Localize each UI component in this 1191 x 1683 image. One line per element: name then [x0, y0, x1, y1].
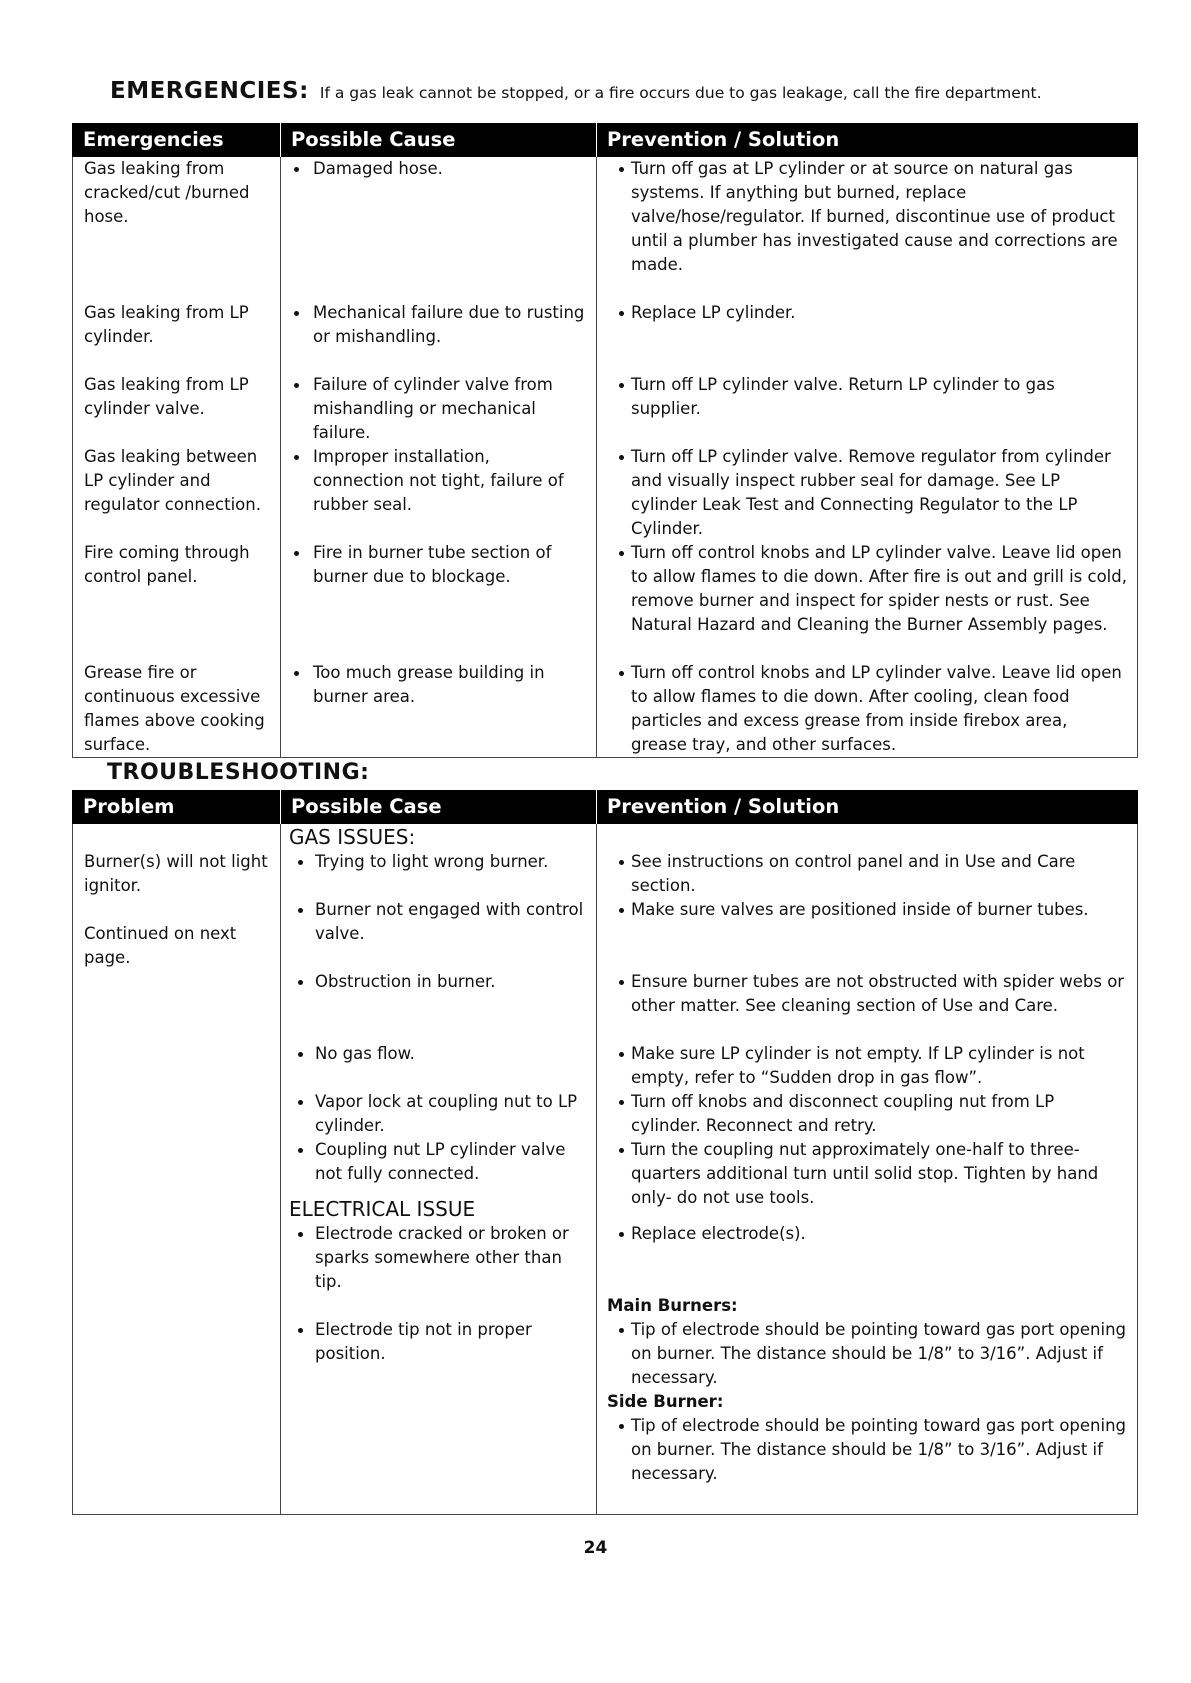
cause-item: Too much grease building in burner area.: [289, 661, 586, 709]
cause-item: Failure of cylinder valve from mishandling or mechanical failure.: [289, 373, 586, 445]
cause-item: No gas flow.: [289, 1042, 586, 1066]
main-burners-label: Main Burners:: [607, 1296, 738, 1315]
gas-issues-label: GAS ISSUES:: [289, 825, 416, 849]
table-row: [73, 661, 1138, 758]
solution-item: Turn off control knobs and LP cylinder valve. Leave lid open to allow flames to die down. After cooling, clean food particles and excess grease from inside firebox area, grease tray, and other surfaces.: [607, 661, 1127, 757]
cause-item: Electrode cracked or broken or sparks somewhere other than tip.: [289, 1222, 586, 1294]
solution-item: Make sure valves are positioned inside of burner tubes.: [607, 898, 1127, 922]
solution-item: Turn off LP cylinder valve. Remove regulator from cylinder and visually inspect rubber seal for damage. See LP cylinder Leak Test and Connecting Regulator to the LP Cylinder.: [607, 445, 1127, 541]
table-row: [73, 373, 1138, 445]
emergencies-table: [72, 123, 1138, 758]
cause-item: Mechanical failure due to rusting or mishandling.: [289, 301, 586, 349]
problem-text: Burner(s) will not light ignitor.: [84, 852, 268, 895]
header-possible-case: Possible Case: [281, 790, 597, 824]
header-emergencies: Emergencies: [73, 123, 281, 157]
emergency-cell: Gas leaking from LP cylinder valve.: [73, 373, 281, 445]
solution-item: Make sure LP cylinder is not empty. If LP cylinder is not empty, refer to “Sudden drop in gas flow”.: [607, 1042, 1127, 1090]
solution-item: Turn off control knobs and LP cylinder valve. Leave lid open to allow flames to die down. After fire is out and grill is cold, remove burner and inspect for spider nests or rust. See Natural Hazard and Cleaning the Burner Assembly pages.: [607, 541, 1127, 637]
emergencies-heading: [110, 78, 1042, 104]
table-row: [73, 824, 1138, 1515]
solution-item: Tip of electrode should be pointing toward gas port opening on burner. The distance should be 1/8” to 3/16”. Adjust if necessary.: [607, 1414, 1127, 1486]
solution-item: Turn off LP cylinder valve. Return LP cylinder to gas supplier.: [607, 373, 1127, 421]
emergency-cell: Gas leaking from cracked/cut /burned hose.: [73, 157, 281, 301]
header-prevention-solution: Prevention / Solution: [597, 790, 1138, 824]
table-row: [73, 445, 1138, 541]
troubleshooting-header-row: [73, 790, 1138, 824]
cause-item: Fire in burner tube section of burner due to blockage.: [289, 541, 586, 589]
solution-item: Replace LP cylinder.: [607, 301, 1127, 325]
emergencies-header-row: [73, 123, 1138, 157]
page-number: 24: [583, 1538, 608, 1558]
continued-note: Continued on next page.: [84, 924, 237, 967]
table-row: [73, 301, 1138, 373]
cause-item: Obstruction in burner.: [289, 970, 586, 994]
cause-item: Damaged hose.: [289, 157, 586, 181]
emergency-cell: Fire coming through control panel.: [73, 541, 281, 661]
cause-item: Trying to light wrong burner.: [289, 850, 586, 874]
table-row: [73, 157, 1138, 301]
header-problem: Problem: [73, 790, 281, 824]
table-row: [73, 541, 1138, 661]
side-burner-label: Side Burner:: [607, 1392, 724, 1411]
solution-item: Turn off gas at LP cylinder or at source on natural gas systems. If anything but burned, replace valve/hose/regulator. If burned, discontinue use of product until a plumber has investigated cause and corrections are made.: [607, 157, 1127, 277]
cause-item: Improper installation, connection not tight, failure of rubber seal.: [289, 445, 586, 517]
cause-item: Vapor lock at coupling nut to LP cylinder.: [289, 1090, 586, 1138]
troubleshooting-heading: TROUBLESHOOTING:: [107, 760, 370, 785]
emergency-cell: Gas leaking from LP cylinder.: [73, 301, 281, 373]
solution-item: Tip of electrode should be pointing toward gas port opening on burner. The distance should be 1/8” to 3/16”. Adjust if necessary.: [607, 1318, 1127, 1390]
solution-item: See instructions on control panel and in Use and Care section.: [607, 850, 1127, 898]
solution-item: Ensure burner tubes are not obstructed with spider webs or other matter. See cleaning section of Use and Care.: [607, 970, 1127, 1018]
cause-item: Electrode tip not in proper position.: [289, 1318, 586, 1366]
solution-item: Turn the coupling nut approximately one-half to three-quarters additional turn until solid stop. Tighten by hand only- do not use tools.: [607, 1138, 1127, 1210]
solution-item: Replace electrode(s).: [607, 1222, 1127, 1246]
emergencies-title: EMERGENCIES:: [110, 78, 309, 104]
emergency-cell: Grease fire or continuous excessive flames above cooking surface.: [73, 661, 281, 758]
header-prevention-solution: Prevention / Solution: [597, 123, 1138, 157]
header-possible-cause: Possible Cause: [281, 123, 597, 157]
troubleshooting-table: [72, 790, 1138, 1515]
emergencies-note: If a gas leak cannot be stopped, or a fire occurs due to gas leakage, call the fire department.: [319, 84, 1042, 102]
solution-item: Turn off knobs and disconnect coupling nut from LP cylinder. Reconnect and retry.: [607, 1090, 1127, 1138]
cause-item: Burner not engaged with control valve.: [289, 898, 586, 946]
cause-item: Coupling nut LP cylinder valve not fully connected.: [289, 1138, 586, 1186]
electrical-issue-label: ELECTRICAL ISSUE: [289, 1197, 476, 1221]
emergency-cell: Gas leaking between LP cylinder and regulator connection.: [73, 445, 281, 541]
